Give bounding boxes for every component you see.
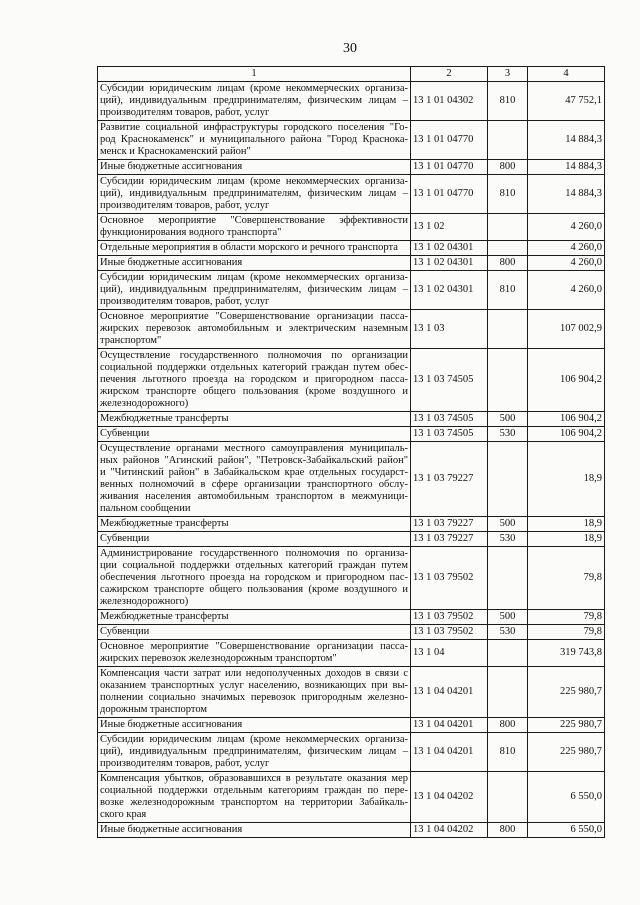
column-header-code: 2 [411, 67, 488, 82]
description-line: род Краснокаменск" и муниципального района "Город Краснока- [100, 134, 408, 145]
budget-table [97, 66, 605, 838]
row-code: 13 1 03 79502 [411, 625, 488, 640]
table-row [98, 241, 605, 256]
description-line: жирских перевозок железнодорожным транспортом" [100, 653, 337, 664]
description-line: Межбюджетные трансферты [100, 413, 229, 424]
table-row [98, 256, 605, 271]
column-header-description: 1 [98, 67, 411, 82]
row-expense-type: 500 [488, 517, 528, 532]
description-line: полнении социально значимых перевозок пригородным железно- [100, 692, 408, 703]
description-line: Компенсация убытков, образовавшихся в результате оказания мер [100, 773, 408, 784]
row-description [98, 718, 411, 733]
row-code: 13 1 03 79502 [411, 547, 488, 610]
description-line: Осуществление органами местного самоуправления муниципаль- [100, 443, 408, 454]
row-expense-type: 810 [488, 82, 528, 121]
row-amount: 18,9 [528, 442, 605, 517]
description-line: Основное мероприятие "Совершенствование организации пасса- [100, 311, 408, 322]
row-amount: 225 980,7 [528, 733, 605, 772]
row-amount: 4 260,0 [528, 241, 605, 256]
row-amount: 225 980,7 [528, 667, 605, 718]
description-line: Иные бюджетные ассигнования [100, 719, 243, 730]
description-line: Компенсация части затрат или недополученных доходов в связи с [100, 668, 408, 679]
column-header-amount: 4 [528, 67, 605, 82]
description-line: Основное мероприятие "Совершенствование эффективности [100, 215, 408, 226]
description-line: производителям товаров, работ, услуг [100, 758, 270, 769]
row-amount: 225 980,7 [528, 718, 605, 733]
row-description [98, 412, 411, 427]
row-description [98, 547, 411, 610]
table-row [98, 733, 605, 772]
description-line: Субсидии юридическим лицам (кроме некоммерческих организа- [100, 272, 408, 283]
row-amount: 107 002,9 [528, 310, 605, 349]
description-line: печения льготного проезда на городском и пригородном пасса- [100, 374, 408, 385]
row-description [98, 823, 411, 838]
row-code: 13 1 02 04301 [411, 241, 488, 256]
row-amount: 14 884,3 [528, 160, 605, 175]
table-row [98, 82, 605, 121]
description-line: оказанием транспортных услуг населению, возникающих при вы- [100, 680, 408, 691]
row-code: 13 1 02 04301 [411, 271, 488, 310]
description-line: венных полномочий в сфере организации транспортного обслу- [100, 479, 408, 490]
row-description [98, 241, 411, 256]
description-line: ций), индивидуальным предпринимателям, физическим лицам – [100, 284, 408, 295]
table-row [98, 640, 605, 667]
row-description [98, 256, 411, 271]
row-expense-type [488, 772, 528, 823]
description-line: Иные бюджетные ассигнования [100, 161, 243, 172]
row-code: 13 1 04 [411, 640, 488, 667]
row-expense-type [488, 214, 528, 241]
description-line: сажирском транспорте общего пользования (кроме воздушного и [100, 584, 408, 595]
description-line: и "Читинский район" в Забайкальском крае отдельных государст- [100, 467, 408, 478]
row-description [98, 271, 411, 310]
description-line: функционирования водного транспорта" [100, 227, 282, 238]
row-code: 13 1 03 74505 [411, 349, 488, 412]
description-line: живания населения автомобильным транспортом в межмуници- [100, 491, 408, 502]
table-row [98, 547, 605, 610]
row-expense-type: 810 [488, 175, 528, 214]
row-code: 13 1 03 74505 [411, 427, 488, 442]
row-description [98, 427, 411, 442]
description-line: Основное мероприятие "Совершенствование организации пасса- [100, 641, 408, 652]
description-line: менск и Краснокаменский район" [100, 146, 251, 157]
table-row [98, 310, 605, 349]
row-code: 13 1 03 [411, 310, 488, 349]
table-row [98, 427, 605, 442]
description-line: жирских перевозок автомобильным и электрическим наземным [100, 323, 408, 334]
row-amount: 79,8 [528, 610, 605, 625]
row-amount: 6 550,0 [528, 772, 605, 823]
row-code: 13 1 03 79227 [411, 532, 488, 547]
table-row [98, 610, 605, 625]
description-line: ций), индивидуальным предпринимателям, физическим лицам – [100, 188, 408, 199]
row-amount: 18,9 [528, 532, 605, 547]
description-line: пальном сообщении [100, 503, 191, 514]
description-line: социальной поддержки отдельным категориям граждан по пере- [100, 785, 408, 796]
description-line: Развитие социальной инфраструктуры городского поселения "Го- [100, 122, 408, 133]
table-row [98, 160, 605, 175]
description-line: производителям товаров, работ, услуг [100, 107, 270, 118]
row-description [98, 625, 411, 640]
description-line: Осуществление государственного полномочия по организации [100, 350, 408, 361]
row-description [98, 82, 411, 121]
row-expense-type: 800 [488, 256, 528, 271]
description-line: Субвенции [100, 533, 150, 544]
description-line: обеспечения льготного проезда на городском и пригородном пас- [100, 572, 408, 583]
row-amount: 4 260,0 [528, 214, 605, 241]
description-line: жирском транспорте общего пользования (кроме воздушного и [100, 386, 408, 397]
description-line: Субсидии юридическим лицам (кроме некоммерческих организа- [100, 83, 408, 94]
row-amount: 4 260,0 [528, 256, 605, 271]
row-amount: 106 904,2 [528, 427, 605, 442]
description-line: транспортом" [100, 335, 162, 346]
row-code: 13 1 04 04201 [411, 667, 488, 718]
table-row [98, 349, 605, 412]
row-expense-type [488, 310, 528, 349]
table-row [98, 412, 605, 427]
description-line: Межбюджетные трансферты [100, 611, 229, 622]
table-row [98, 532, 605, 547]
row-expense-type: 500 [488, 412, 528, 427]
description-line: Субвенции [100, 428, 150, 439]
description-line: ций), индивидуальным предпринимателям, физическим лицам – [100, 95, 408, 106]
description-line: железнодорожного) [100, 596, 189, 607]
table-row [98, 214, 605, 241]
description-line: производителям товаров, работ, услуг [100, 296, 270, 307]
row-amount: 18,9 [528, 517, 605, 532]
row-description [98, 121, 411, 160]
table-row [98, 442, 605, 517]
table-row [98, 772, 605, 823]
table-row [98, 517, 605, 532]
description-line: ции социальной поддержки отдельных категорий граждан путем [100, 560, 408, 571]
description-line: Иные бюджетные ассигнования [100, 824, 243, 835]
description-line: Субсидии юридическим лицам (кроме некоммерческих организа- [100, 734, 408, 745]
row-code: 13 1 04 04201 [411, 733, 488, 772]
table-row [98, 667, 605, 718]
row-amount: 106 904,2 [528, 412, 605, 427]
row-code: 13 1 01 04302 [411, 82, 488, 121]
row-amount: 319 743,8 [528, 640, 605, 667]
row-code: 13 1 02 [411, 214, 488, 241]
row-expense-type: 810 [488, 271, 528, 310]
page-number: 30 [343, 41, 357, 56]
description-line: ского края [100, 809, 147, 820]
table-body [98, 82, 605, 838]
description-line: Субсидии юридическим лицам (кроме некоммерческих организа- [100, 176, 408, 187]
description-line: Отдельные мероприятия в области морского и речного транспорта [100, 242, 398, 253]
description-line: Администрирование государственного полномочия по организа- [100, 548, 408, 559]
row-code: 13 1 04 04202 [411, 772, 488, 823]
description-line: дорожным транспортом [100, 704, 208, 715]
row-expense-type [488, 349, 528, 412]
row-expense-type: 500 [488, 610, 528, 625]
row-description [98, 517, 411, 532]
row-expense-type: 530 [488, 625, 528, 640]
row-amount: 4 260,0 [528, 271, 605, 310]
row-amount: 79,8 [528, 547, 605, 610]
row-code: 13 1 01 04770 [411, 160, 488, 175]
row-description [98, 214, 411, 241]
row-code: 13 1 03 74505 [411, 412, 488, 427]
row-code: 13 1 03 79227 [411, 442, 488, 517]
description-line: Иные бюджетные ассигнования [100, 257, 243, 268]
column-header-type: 3 [488, 67, 528, 82]
row-expense-type [488, 667, 528, 718]
row-expense-type [488, 442, 528, 517]
row-description [98, 640, 411, 667]
row-description [98, 175, 411, 214]
table-row [98, 175, 605, 214]
row-amount: 14 884,3 [528, 175, 605, 214]
row-description [98, 310, 411, 349]
row-description [98, 733, 411, 772]
row-description [98, 532, 411, 547]
row-expense-type: 800 [488, 160, 528, 175]
description-line: железнодорожного) [100, 398, 189, 409]
description-line: ций), индивидуальным предпринимателям, физическим лицам – [100, 746, 408, 757]
description-line: Субвенции [100, 626, 150, 637]
table-row [98, 823, 605, 838]
table-header [98, 67, 605, 82]
row-amount: 14 884,3 [528, 121, 605, 160]
row-code: 13 1 02 04301 [411, 256, 488, 271]
table-row [98, 121, 605, 160]
row-amount: 79,8 [528, 625, 605, 640]
table-row [98, 625, 605, 640]
row-expense-type: 530 [488, 427, 528, 442]
description-line: Межбюджетные трансферты [100, 518, 229, 529]
row-code: 13 1 04 04202 [411, 823, 488, 838]
row-expense-type: 810 [488, 733, 528, 772]
row-code: 13 1 04 04201 [411, 718, 488, 733]
row-code: 13 1 03 79227 [411, 517, 488, 532]
row-description [98, 667, 411, 718]
row-amount: 6 550,0 [528, 823, 605, 838]
row-description [98, 772, 411, 823]
row-code: 13 1 01 04770 [411, 121, 488, 160]
row-description [98, 442, 411, 517]
row-description [98, 349, 411, 412]
row-expense-type [488, 547, 528, 610]
table-row [98, 271, 605, 310]
row-expense-type [488, 121, 528, 160]
row-code: 13 1 01 04770 [411, 175, 488, 214]
row-expense-type: 800 [488, 718, 528, 733]
row-expense-type: 530 [488, 532, 528, 547]
table-row [98, 718, 605, 733]
description-line: производителям товаров, работ, услуг [100, 200, 270, 211]
row-amount: 47 752,1 [528, 82, 605, 121]
row-description [98, 160, 411, 175]
description-line: ных районов "Агинский район", "Петровск-Забайкальский район" [100, 455, 408, 466]
row-description [98, 610, 411, 625]
row-expense-type [488, 640, 528, 667]
description-line: социальной поддержки отдельных категорий граждан путем обес- [100, 362, 408, 373]
row-code: 13 1 03 79502 [411, 610, 488, 625]
row-expense-type [488, 241, 528, 256]
header-row [98, 67, 605, 82]
row-expense-type: 800 [488, 823, 528, 838]
row-amount: 106 904,2 [528, 349, 605, 412]
description-line: возке железнодорожным транспортом на территории Забайкаль- [100, 797, 408, 808]
